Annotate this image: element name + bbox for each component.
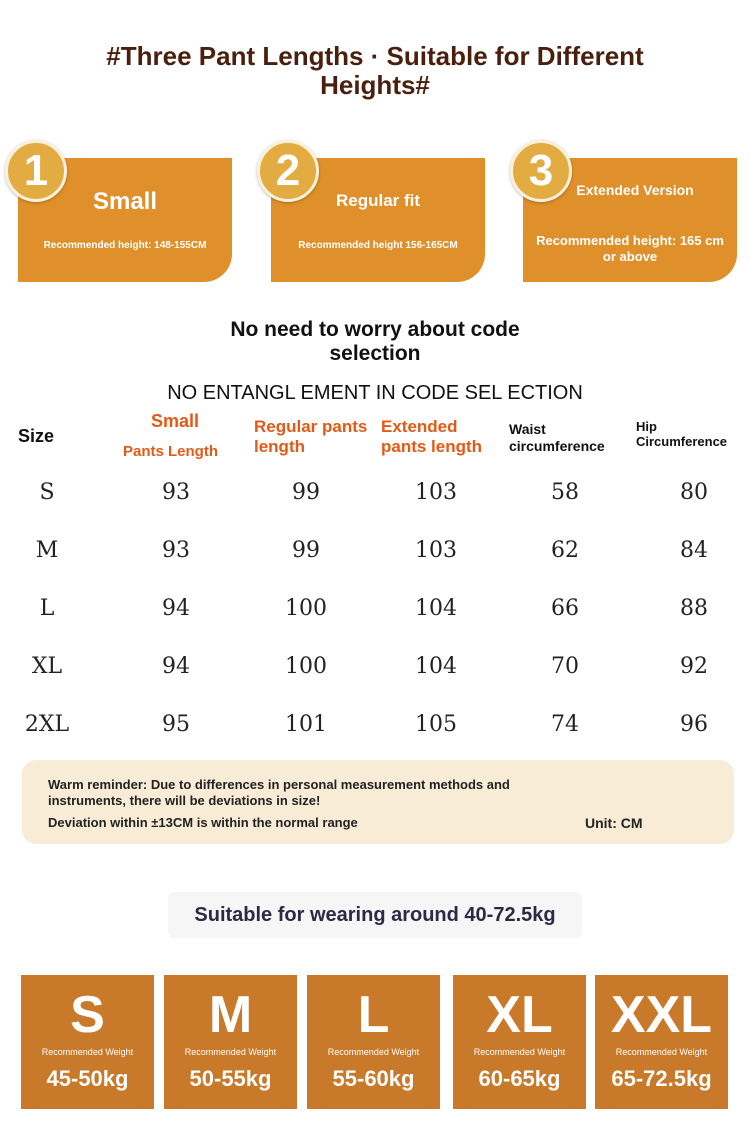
box-value: 50-55kg — [189, 1066, 272, 1091]
cell-small: 93 — [162, 538, 190, 563]
box-size: XXL — [610, 986, 713, 1044]
cell-extended: 103 — [415, 480, 457, 505]
cell-size: M — [35, 538, 59, 563]
header-size: Size — [18, 426, 55, 446]
subtitle: No need to worry about code selection — [230, 318, 520, 365]
table-row — [0, 654, 750, 694]
cell-hip: 80 — [680, 480, 708, 505]
cell-waist: 58 — [551, 480, 579, 505]
cell-size: 2XL — [24, 712, 70, 737]
cell-hip: 88 — [680, 596, 708, 621]
page-title: #Three Pant Lengths · Suitable for Different Heights# — [106, 41, 644, 100]
cell-small: 94 — [162, 596, 190, 621]
header-small: Small — [150, 411, 200, 431]
cell-regular: 101 — [285, 712, 327, 737]
box-label: Recommended Weight — [41, 1047, 134, 1057]
header-small-sub: Pants Length — [123, 443, 219, 460]
cell-small: 93 — [162, 480, 190, 505]
box-value: 65-72.5kg — [611, 1066, 712, 1091]
header-extended: Extended pants length — [381, 417, 483, 456]
subtitle-caps: NO ENTANGL EMENT IN CODE SEL ECTION — [167, 382, 583, 404]
table-row — [0, 480, 750, 520]
unit-text: Unit: CM — [585, 815, 643, 831]
number-badge-1: 1 — [5, 140, 67, 202]
cell-waist: 62 — [551, 538, 579, 563]
weight-box-xxl — [595, 975, 728, 1109]
card-height: Recommended height: 165 cm or above — [536, 233, 724, 264]
box-label: Recommended Weight — [184, 1047, 277, 1057]
weight-box-m — [164, 975, 297, 1109]
weight-banner: Suitable for wearing around 40-72.5kg — [168, 892, 582, 938]
box-label: Recommended Weight — [327, 1047, 420, 1057]
weight-box-s — [21, 975, 154, 1109]
card-name: Extended Version — [576, 182, 694, 198]
cell-hip: 84 — [680, 538, 708, 563]
cell-waist: 74 — [551, 712, 579, 737]
box-size: L — [357, 986, 390, 1044]
cell-size: L — [39, 596, 55, 621]
cell-waist: 70 — [551, 654, 579, 679]
box-label: Recommended Weight — [473, 1047, 566, 1057]
cell-regular: 99 — [292, 538, 320, 563]
reminder-box — [22, 760, 734, 844]
cell-extended: 103 — [415, 538, 457, 563]
weight-box-xl — [453, 975, 586, 1109]
box-value: 45-50kg — [46, 1066, 129, 1091]
box-size: M — [208, 986, 253, 1044]
reminder-text: Warm reminder: Due to differences in personal measurement methods and instruments, there will be deviations in size! — [48, 777, 510, 808]
cell-small: 95 — [162, 712, 190, 737]
card-name: Regular fit — [335, 191, 421, 210]
box-size: XL — [486, 986, 553, 1044]
number-badge-3: 3 — [510, 140, 572, 202]
cell-small: 94 — [162, 654, 190, 679]
cell-regular: 100 — [285, 596, 327, 621]
box-value: 60-65kg — [478, 1066, 561, 1091]
header-hip: Hip Circumference — [636, 419, 728, 449]
box-value: 55-60kg — [332, 1066, 415, 1091]
table-row — [0, 596, 750, 636]
table-row — [0, 538, 750, 578]
card-height: Recommended height: 148-155CM — [43, 240, 207, 251]
cell-size: S — [39, 480, 55, 505]
card-height: Recommended height 156-165CM — [298, 240, 458, 251]
cell-extended: 104 — [415, 654, 457, 679]
card-name: Small — [92, 188, 158, 215]
box-label: Recommended Weight — [615, 1047, 708, 1057]
header-waist: Waist circumference — [509, 421, 605, 454]
cell-regular: 100 — [285, 654, 327, 679]
box-size: S — [70, 986, 105, 1044]
cell-waist: 66 — [551, 596, 579, 621]
weight-box-l — [307, 975, 440, 1109]
cell-hip: 92 — [680, 654, 708, 679]
cell-size: XL — [31, 654, 63, 679]
cell-hip: 96 — [680, 712, 708, 737]
header-regular: Regular pants length — [254, 417, 368, 456]
number-badge-2: 2 — [257, 140, 319, 202]
table-row — [0, 712, 750, 752]
cell-extended: 104 — [415, 596, 457, 621]
cell-extended: 105 — [415, 712, 457, 737]
cell-regular: 99 — [292, 480, 320, 505]
deviation-text: Deviation within ±13CM is within the normal range — [48, 815, 358, 830]
